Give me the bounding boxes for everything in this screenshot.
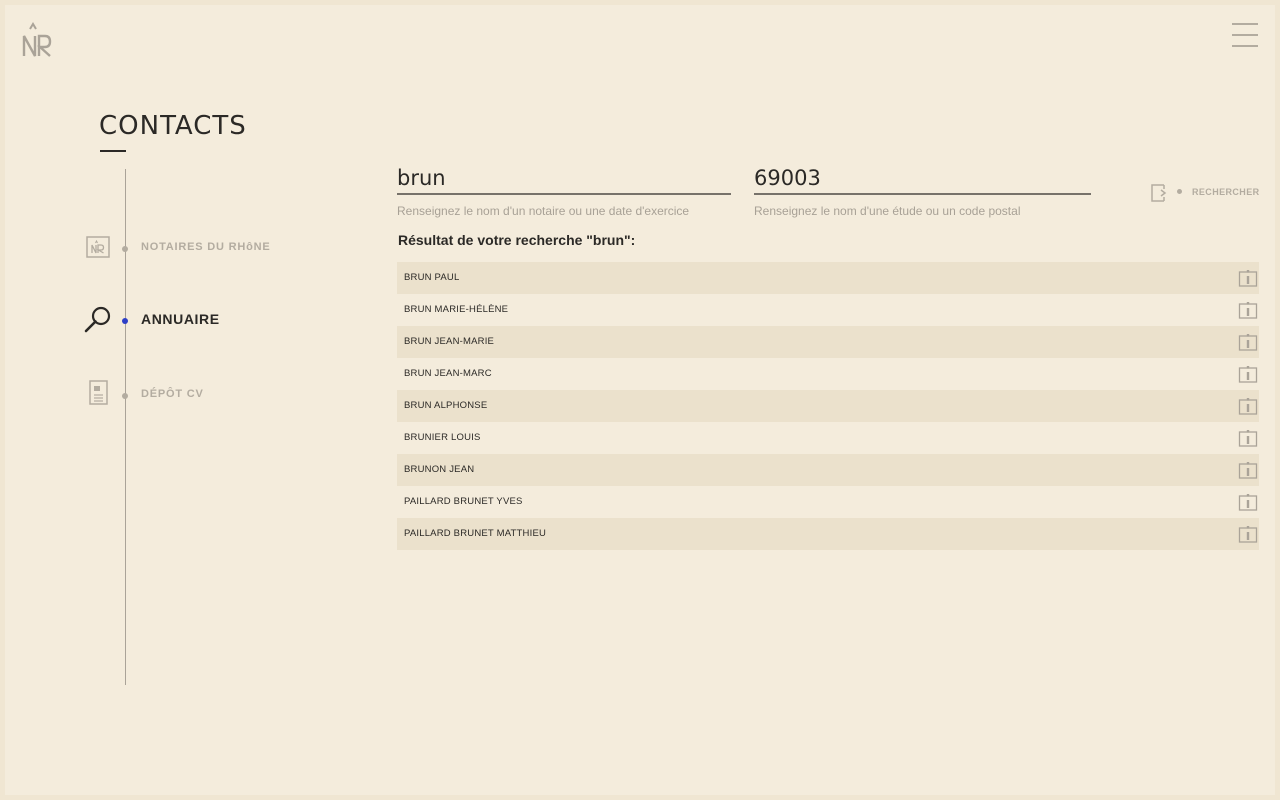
nav-dot-active <box>122 318 128 324</box>
result-row[interactable] <box>397 454 1259 486</box>
result-name: BRUN JEAN-MARIE <box>404 336 495 347</box>
info-icon[interactable] <box>1238 492 1258 512</box>
info-icon[interactable] <box>1238 460 1258 480</box>
info-icon[interactable] <box>1238 364 1258 384</box>
title-underline <box>100 150 126 152</box>
result-row[interactable] <box>397 294 1259 326</box>
search-button-label: RECHERCHER <box>1192 187 1260 197</box>
result-row[interactable] <box>397 262 1259 294</box>
nav-item-depot-cv[interactable] <box>81 378 341 414</box>
result-row[interactable] <box>397 518 1259 550</box>
page-title: CONTACTS <box>99 111 247 141</box>
info-icon[interactable] <box>1238 524 1258 544</box>
result-row[interactable] <box>397 486 1259 518</box>
result-name: BRUN MARIE-HÉLÈNE <box>404 304 509 315</box>
name-search-field <box>397 163 731 218</box>
result-row[interactable] <box>397 422 1259 454</box>
info-icon[interactable] <box>1238 428 1258 448</box>
nav-dot <box>122 246 128 252</box>
nav-item-label: ANNUAIRE <box>141 311 220 327</box>
enter-arrow-icon <box>1150 181 1170 205</box>
result-name: BRUNIER LOUIS <box>404 432 481 443</box>
place-search-input[interactable] <box>754 163 1091 195</box>
name-search-input[interactable] <box>397 163 731 195</box>
search-button-dot <box>1177 189 1182 194</box>
result-name: PAILLARD BRUNET YVES <box>404 496 523 507</box>
search-button[interactable] <box>1150 181 1270 205</box>
result-row[interactable] <box>397 326 1259 358</box>
info-icon[interactable] <box>1238 332 1258 352</box>
place-search-field <box>754 163 1091 218</box>
hamburger-menu-icon[interactable] <box>1232 21 1258 51</box>
nav-dot <box>122 393 128 399</box>
info-icon[interactable] <box>1238 396 1258 416</box>
nav-item-annuaire[interactable] <box>81 303 341 339</box>
brand-logo[interactable] <box>21 19 55 61</box>
result-name: PAILLARD BRUNET MATTHIEU <box>404 528 547 539</box>
result-name: BRUNON JEAN <box>404 464 475 475</box>
info-icon[interactable] <box>1238 300 1258 320</box>
result-name: BRUN ALPHONSE <box>404 400 488 411</box>
app-frame <box>5 5 1275 795</box>
results-title: Résultat de votre recherche "brun": <box>398 232 636 248</box>
results-list <box>397 262 1259 550</box>
magnifier-icon <box>81 303 115 337</box>
nav-item-notaires[interactable] <box>81 231 341 267</box>
result-row[interactable] <box>397 390 1259 422</box>
place-search-hint: Renseignez le nom d'une étude ou un code postal <box>754 204 1021 218</box>
info-icon[interactable] <box>1238 268 1258 288</box>
nav-item-label: DÉPÔT CV <box>141 388 204 400</box>
id-card-icon <box>81 378 115 412</box>
nr-badge-icon <box>81 231 115 265</box>
result-name: BRUN JEAN-MARC <box>404 368 492 379</box>
nav-item-label: NOTAIRES DU RHôNE <box>141 241 271 253</box>
result-row[interactable] <box>397 358 1259 390</box>
name-search-hint: Renseignez le nom d'un notaire ou une date d'exercice <box>397 204 690 218</box>
result-name: BRUN PAUL <box>404 272 460 283</box>
